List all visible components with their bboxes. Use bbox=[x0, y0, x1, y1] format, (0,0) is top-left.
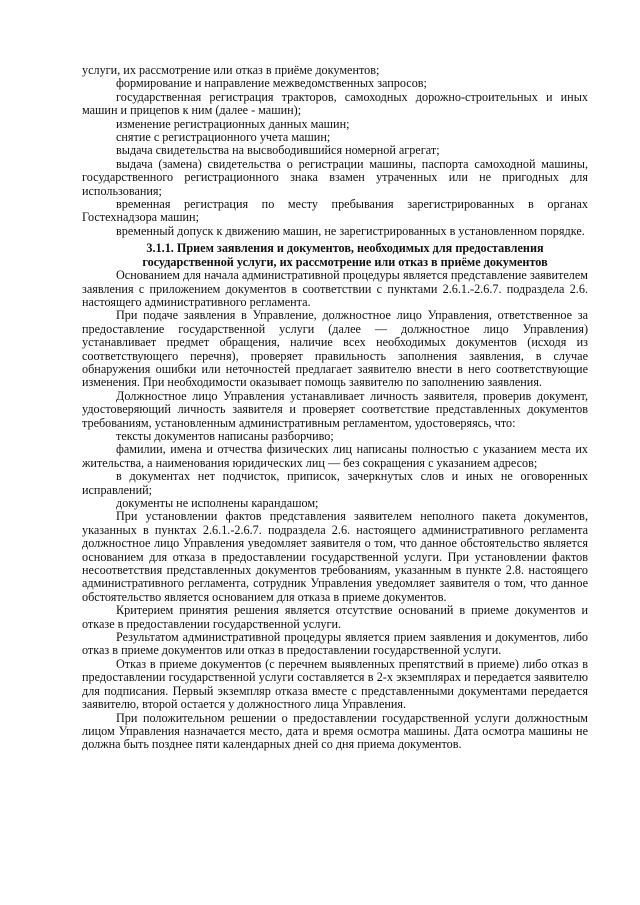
paragraph: При установлении фактов представления заявителем неполного пакета документов, указанных в пунктах 2.6.1.-2.6.7. подраздела 2.6. настоящего административного регламента должностное лицо Управления уведомляет заявителя о том, что данное обстоятельство является основанием для отказа в предоставлении государственной услуги. При установлении фактов несоответствия представленных документов требованиям, указанным в пункте 2.8. настоящего административного регламента, сотрудник Управления уведомляет заявителя о том, что данное обстоятельство является основанием для отказа в приеме документов. bbox=[82, 509, 588, 604]
paragraph: временная регистрация по месту пребывания зарегистрированных в органах Гостехнадзора машин; bbox=[82, 197, 588, 225]
paragraph: в документах нет подчисток, приписок, зачеркнутых слов и иных не оговоренных исправлений; bbox=[82, 469, 588, 497]
paragraph: Отказ в приеме документов (с перечнем выявленных препятствий в приеме) либо отказ в предоставлении государственной услуги составляется в 2-х экземплярах и передается заявителю для подписания. Первый экземпляр отказа вместе с представленными документами передается заявителю, второй остается у должностного лица Управления. bbox=[82, 656, 588, 712]
paragraph: тексты документов написаны разборчиво; bbox=[116, 428, 334, 443]
paragraph: При подаче заявления в Управление, должностное лицо Управления, ответственное за предоставление государственной услуги (далее — должностное лицо Управления) устанавливает предмет обращения, наличие всех необходимых документов (исходя из соответствующего перечня), проверяет правильность заполнения заявления, в случае обнаружения ошибки или неточностей предлагает заявителю внести в него соответствующие изменения. При необходимости оказывает помощь заявителю по заполнению заявления. bbox=[82, 308, 588, 390]
paragraph: снятие с регистрационного учета машин; bbox=[116, 130, 331, 145]
paragraph: выдача (замена) свидетельства о регистрации машины, паспорта самоходной машины, государственного регистрационного знака взамен утраченных или не пригодных для использования; bbox=[82, 156, 588, 198]
paragraph: временный допуск к движению машин, не зарегистрированных в установленном порядке. bbox=[116, 223, 585, 238]
body-text-top bbox=[82, 64, 588, 238]
paragraph: изменение регистрационных данных машин; bbox=[116, 116, 350, 131]
paragraph: Результатом административной процедуры является прием заявления и документов, либо отказ в приеме документов или отказ в предоставлении государственной услуги. bbox=[82, 630, 588, 658]
paragraph: документы не исполнены карандашом; bbox=[116, 496, 319, 510]
body-text-section bbox=[82, 269, 588, 752]
paragraph: Должностное лицо Управления устанавливает личность заявителя, проверив документ, удостоверяющий личность заявителя и проверяет соответствие представленных документов требованиям, установленным административным регламентом, удостоверяясь, что: bbox=[82, 388, 588, 430]
paragraph: фамилии, имена и отчества физических лиц написаны полностью с указанием места их жительства, а наименования юридических лиц — без сокращения с указанием адресов; bbox=[82, 442, 588, 470]
paragraph: Критерием принятия решения является отсутствие оснований в приеме документов и отказе в предоставлении государственной услуги. bbox=[82, 603, 588, 631]
section-heading: 3.1.1. Прием заявления и документов, необходимых для предоставления государственной услуги, их рассмотрение или отказ в приёме документов bbox=[142, 241, 548, 269]
paragraph: Основанием для начала административной процедуры является представление заявителем заявления с приложением документов в соответствии с пунктами 2.6.1.-2.6.7. подраздела 2.6. настоящего административного регламента. bbox=[82, 268, 588, 309]
paragraph: При положительном решении о предоставлении государственной услуги должностным лицом Управления назначается место, дата и время осмотра машины. Дата осмотра машины не должна быть позднее пяти календарных дней со дня приема документов. bbox=[82, 710, 588, 752]
paragraph: выдача свидетельства на высвободившийся номерной агрегат; bbox=[116, 143, 440, 158]
paragraph: услуги, их рассмотрение или отказ в приёме документов; bbox=[82, 63, 380, 77]
paragraph: государственная регистрация тракторов, самоходных дорожно-строительных и иных машин и прицепов к ним (далее - машин); bbox=[82, 89, 588, 118]
paragraph: формирование и направление межведомственных запросов; bbox=[116, 76, 427, 91]
